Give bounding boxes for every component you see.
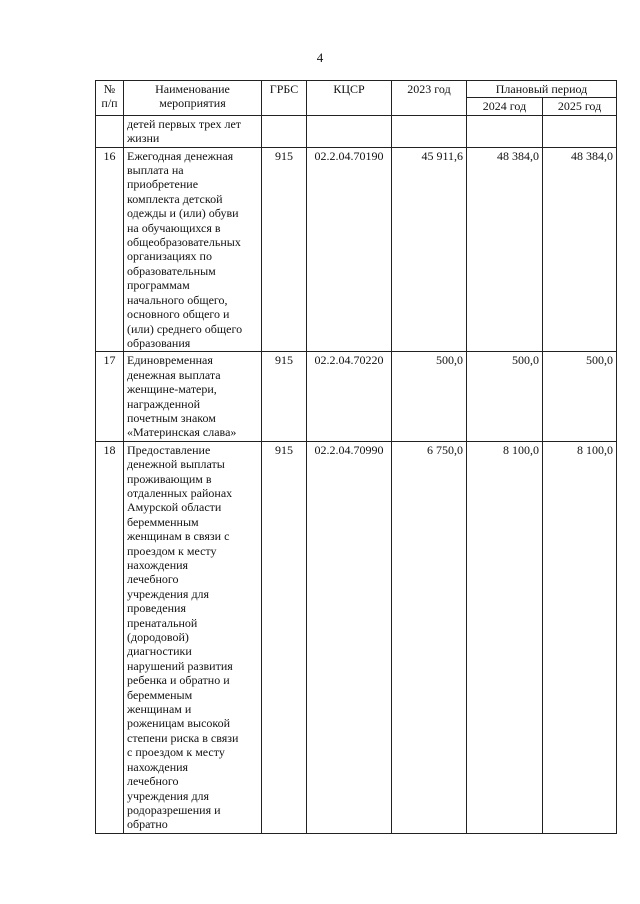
page-number: 4 <box>316 50 324 65</box>
table-row <box>96 147 617 352</box>
row-2024 <box>467 115 543 147</box>
row-name: детей первых трех лет жизни <box>124 115 262 147</box>
row-grbs: 915 <box>262 352 307 441</box>
header-plan-period: Плановый период <box>467 81 617 98</box>
table-header-row <box>96 81 617 98</box>
row-kcsr <box>307 115 392 147</box>
row-name: Предоставление денежной выплаты проживающим в отдаленных районах Амурской области беремменным женщинам в связи с проездом к месту нахождения лечебного учреждения для проведения пренатальной (дородовой) диагностики нарушений развития ребенка и обратно и беремменым женщинам и роженицам высокой степени риска в связи с проездом к месту нахождения лечебного учреждения для родоразрешения и обратно <box>124 441 262 833</box>
row-2025: 8 100,0 <box>543 441 617 833</box>
row-num: 17 <box>96 352 124 441</box>
row-kcsr: 02.2.04.70220 <box>307 352 392 441</box>
row-name: Ежегодная денежная выплата на приобретение комплекта детской одежды и (или) обуви на обучающихся в общеобразовательных организациях по образовательным программам начального общего, основного общего и (или) среднего общего образования <box>124 147 262 352</box>
row-2025 <box>543 115 617 147</box>
header-kcsr: КЦСР <box>307 81 392 116</box>
row-num <box>96 115 124 147</box>
row-grbs <box>262 115 307 147</box>
row-2025: 500,0 <box>543 352 617 441</box>
row-2023 <box>392 115 467 147</box>
header-grbs: ГРБС <box>262 81 307 116</box>
table-row <box>96 441 617 833</box>
row-num: 16 <box>96 147 124 352</box>
row-kcsr: 02.2.04.70190 <box>307 147 392 352</box>
row-2025: 48 384,0 <box>543 147 617 352</box>
header-2023: 2023 год <box>392 81 467 116</box>
activities-table <box>95 80 617 834</box>
row-2024: 500,0 <box>467 352 543 441</box>
row-2024: 48 384,0 <box>467 147 543 352</box>
row-kcsr: 02.2.04.70990 <box>307 441 392 833</box>
header-num: № п/п <box>96 81 124 116</box>
row-2024: 8 100,0 <box>467 441 543 833</box>
header-2025: 2025 год <box>543 98 617 115</box>
header-2024: 2024 год <box>467 98 543 115</box>
row-grbs: 915 <box>262 441 307 833</box>
table-row <box>96 352 617 441</box>
header-name: Наименование мероприятия <box>124 81 262 116</box>
row-num: 18 <box>96 441 124 833</box>
row-grbs: 915 <box>262 147 307 352</box>
table-row <box>96 115 617 147</box>
row-2023: 45 911,6 <box>392 147 467 352</box>
row-name: Единовременная денежная выплата женщине-матери, награжденной почетным знаком «Материнская слава» <box>124 352 262 441</box>
row-2023: 500,0 <box>392 352 467 441</box>
row-2023: 6 750,0 <box>392 441 467 833</box>
